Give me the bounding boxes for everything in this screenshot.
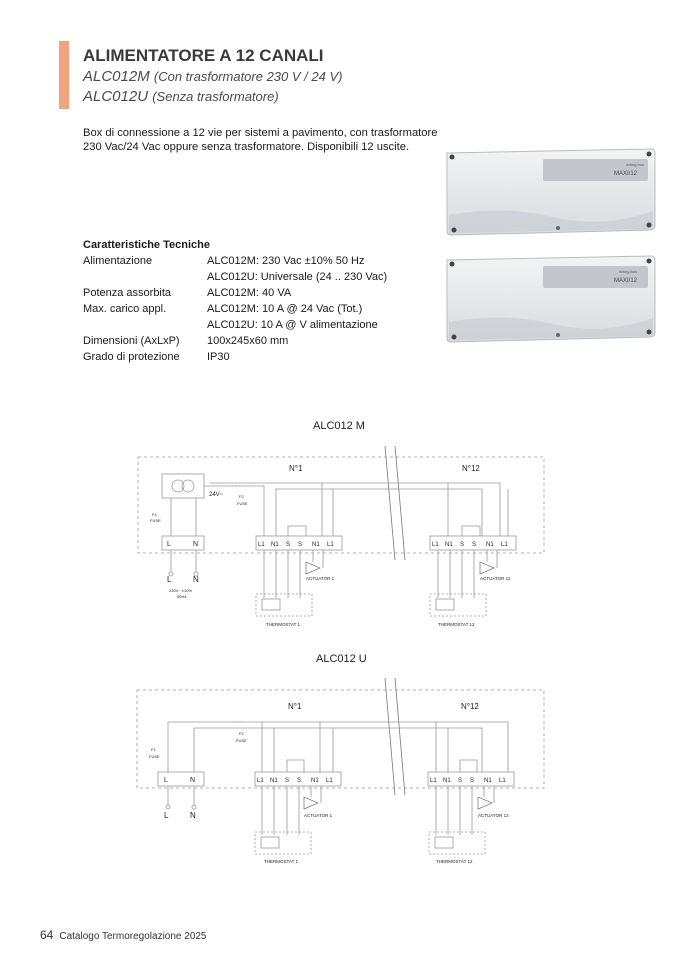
- model-label: MAXI/12: [614, 278, 638, 284]
- valve-icon: [480, 562, 494, 574]
- actuator-label: ACTUATOR 1: [306, 576, 335, 581]
- terminal-label: L1: [258, 542, 265, 548]
- fuse-label: F1: [151, 747, 156, 752]
- spec-label: Max. carico appl.: [83, 303, 167, 315]
- model-label: MAXI/12: [614, 171, 638, 177]
- terminal-label: S: [298, 542, 303, 548]
- catalog-name: Catalogo Termoregolazione 2025: [59, 931, 207, 942]
- terminal-label: N1: [312, 542, 320, 548]
- actuator-label: ACTUATOR 12: [478, 813, 509, 818]
- zone-label: N°12: [461, 702, 479, 711]
- model-alc012u: [83, 88, 279, 105]
- terminal-label: N1: [445, 542, 453, 548]
- supply-label: L: [164, 811, 169, 820]
- spec-row: [83, 303, 423, 319]
- fuse-label: F1: [152, 512, 157, 517]
- spec-value: 100x245x60 mm: [207, 335, 289, 347]
- screw-icon: [647, 330, 652, 335]
- terminal-label: L1: [326, 778, 333, 784]
- screw-icon: [647, 223, 652, 228]
- supply-label: N: [190, 811, 196, 820]
- page-title: ALIMENTATORE A 12 CANALI: [83, 46, 324, 65]
- terminal-label: N: [193, 541, 199, 548]
- spec-row: [83, 287, 423, 303]
- model-note: (Con trasformatore 230 V / 24 V): [153, 69, 343, 84]
- voltage-label: 24V~: [209, 492, 224, 498]
- screw-icon: [647, 152, 652, 157]
- fuse-label: FUSE: [149, 754, 160, 759]
- spec-value: ALC012M: 10 A @ 24 Vac (Tot.): [207, 303, 363, 315]
- fuse-label: FUSE: [150, 518, 161, 523]
- page-footer: [40, 928, 207, 942]
- spec-value: ALC012M: 230 Vac ±10% 50 Hz: [207, 255, 365, 267]
- terminal-label: S: [470, 778, 475, 784]
- supply-spec: 230V~ ±10%: [169, 588, 192, 593]
- terminal-label: L1: [327, 542, 334, 548]
- thermostat-label: THERMOSTAT 1: [264, 859, 299, 864]
- spec-label: Grado di protezione: [83, 351, 180, 363]
- terminal-label: S: [297, 778, 302, 784]
- fuse-label: FUSE: [237, 501, 248, 506]
- terminal-label: L1: [432, 542, 439, 548]
- terminal-label: L1: [499, 778, 506, 784]
- screw-icon: [452, 228, 457, 233]
- terminal-label: N1: [311, 778, 319, 784]
- fuse-label: F2: [239, 494, 244, 499]
- transformer: [162, 474, 204, 498]
- terminal-label: S: [458, 778, 463, 784]
- model-note: (Senza trasformatore): [152, 89, 279, 104]
- terminal-label: S: [285, 778, 290, 784]
- model-alc012m: [83, 68, 342, 85]
- spec-row: [83, 271, 423, 287]
- spec-value: IP30: [207, 351, 230, 363]
- diagram-u-title: ALC012 U: [316, 653, 367, 665]
- wiring-diagram-m: [130, 436, 550, 636]
- terminal-label: N1: [486, 542, 494, 548]
- accent-bar: [59, 41, 69, 109]
- specs-heading: Caratteristiche Tecniche: [83, 239, 210, 251]
- spec-value: ALC012U: 10 A @ V alimentazione: [207, 319, 378, 331]
- description-line: Box di connessione a 12 vie per sistemi a pavimento, con trasformatore: [83, 127, 438, 139]
- terminal-label: L1: [430, 778, 437, 784]
- product-image-closed-alt: [443, 252, 658, 347]
- screw-icon: [556, 226, 560, 230]
- box-outline: [137, 690, 544, 788]
- valve-icon: [306, 562, 320, 574]
- terminal-label: S: [472, 542, 477, 548]
- thermostat-label: THERMOSTAT 12: [436, 859, 473, 864]
- zone-label: N°1: [288, 702, 302, 711]
- spec-row: [83, 351, 423, 367]
- spec-row: [83, 255, 423, 271]
- terminal-label: N1: [484, 778, 492, 784]
- spec-label: Dimensioni (AxLxP): [83, 335, 180, 347]
- actuator-label: ACTUATOR 12: [480, 576, 511, 581]
- terminal-label: N1: [270, 778, 278, 784]
- model-code: ALC012U: [83, 88, 149, 105]
- supply-label: L: [167, 575, 172, 584]
- spec-row: [83, 319, 423, 335]
- wiring-diagram-u: [130, 672, 550, 872]
- spec-row: [83, 335, 423, 351]
- valve-icon: [304, 797, 318, 809]
- zone-label: N°1: [289, 464, 303, 473]
- terminal-label: S: [286, 542, 291, 548]
- thermostat-label: THERMOSTAT 12: [438, 622, 475, 627]
- zone-label: N°12: [462, 464, 480, 473]
- fuse-label: FUSE: [236, 738, 247, 743]
- terminal-label: L: [164, 777, 168, 784]
- valve-icon: [478, 797, 492, 809]
- terminal-label: N1: [271, 542, 279, 548]
- brand-label: wiring box: [626, 162, 645, 167]
- page-number: 64: [40, 928, 54, 942]
- brand-label: wiring box: [619, 269, 638, 274]
- spec-value: ALC012M: 40 VA: [207, 287, 292, 299]
- box-outline: [138, 457, 544, 553]
- actuator-label: ACTUATOR 1: [304, 813, 333, 818]
- spec-label: Alimentazione: [83, 255, 153, 267]
- spec-label: Potenza assorbita: [83, 287, 172, 299]
- model-code: ALC012M: [83, 68, 150, 85]
- product-description: [83, 127, 453, 154]
- terminal-label: L1: [257, 778, 264, 784]
- fuse-label: F2: [239, 731, 244, 736]
- screw-icon: [647, 259, 652, 264]
- diagram-m-title: ALC012 M: [313, 420, 365, 432]
- screw-icon: [450, 262, 455, 267]
- product-image-closed: [443, 145, 658, 240]
- terminal-label: L: [167, 541, 171, 548]
- terminal-label: L1: [501, 542, 508, 548]
- terminal-label: N1: [443, 778, 451, 784]
- screw-icon: [450, 155, 455, 160]
- supply-spec: 50Hz: [177, 594, 187, 599]
- spec-value: ALC012U: Universale (24 .. 230 Vac): [207, 271, 388, 283]
- screw-icon: [452, 335, 457, 340]
- screw-icon: [556, 333, 560, 337]
- description-line: 230 Vac/24 Vac oppure senza trasformatore. Disponibili 12 uscite.: [83, 140, 410, 153]
- thermostat-label: THERMOSTAT 1: [266, 622, 301, 627]
- terminal-label: S: [460, 542, 465, 548]
- terminal-label: N: [190, 777, 196, 784]
- supply-label: N: [193, 575, 199, 584]
